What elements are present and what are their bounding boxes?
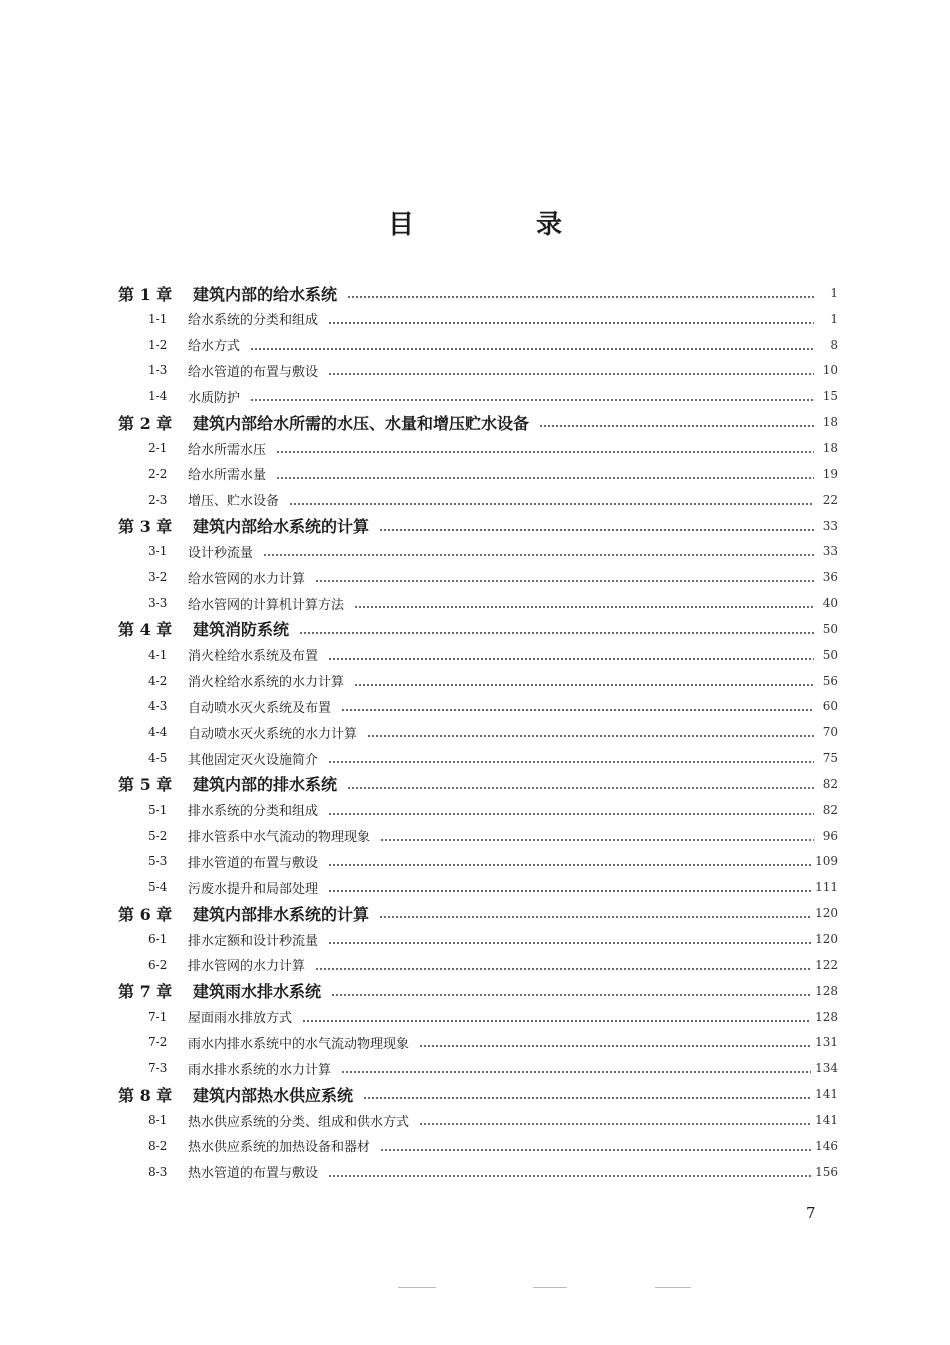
dot-leader	[328, 761, 814, 763]
toc-chapter-row	[118, 409, 838, 435]
toc-entry-title: 给水方式	[188, 339, 241, 355]
toc-entry-page: 18	[822, 441, 838, 456]
toc-entry-title: 自动喷水灭火系统的水力计算	[188, 726, 358, 742]
dot-leader	[276, 477, 814, 479]
toc-entry-page: 128	[815, 983, 838, 998]
toc-entry-page: 122	[815, 957, 838, 972]
toc-chapter-row	[118, 978, 838, 1004]
toc-section-row	[118, 926, 838, 952]
toc-entry-number: 3-3	[148, 596, 168, 611]
toc-section-row	[118, 823, 838, 849]
dot-leader	[419, 1045, 811, 1047]
dot-leader	[328, 813, 814, 815]
dot-leader	[289, 503, 814, 505]
toc-entry-page: 134	[815, 1061, 838, 1076]
toc-entry-number: 第 3 章	[118, 517, 173, 537]
toc-entry-number: 2-3	[148, 492, 168, 507]
dot-leader	[250, 399, 814, 401]
toc-entry-title: 排水管道的布置与敷设	[188, 855, 319, 871]
toc-entry-title: 建筑内部排水系统的计算	[193, 904, 370, 924]
toc-entry-page: 82	[822, 802, 838, 817]
toc-entry-page: 120	[815, 932, 838, 947]
toc-section-row	[118, 719, 838, 745]
dot-leader	[328, 1175, 811, 1177]
toc-entry-page: 56	[822, 673, 838, 688]
toc-entry-number: 4-5	[148, 751, 168, 766]
toc-entry-number: 4-2	[148, 673, 168, 688]
toc-entry-page: 22	[822, 492, 838, 507]
toc-section-row	[118, 1159, 838, 1185]
toc-section-row	[118, 797, 838, 823]
toc-section-row	[118, 564, 838, 590]
dot-leader	[328, 322, 814, 324]
toc-section-row	[118, 694, 838, 720]
toc-section-row	[118, 487, 838, 513]
dot-leader	[328, 373, 814, 375]
toc-entry-page: 70	[822, 725, 838, 740]
scan-noise	[655, 1287, 691, 1288]
toc-entry-number: 3-2	[148, 570, 168, 585]
toc-entry-number: 5-1	[148, 802, 168, 817]
dot-leader	[341, 709, 814, 711]
dot-leader	[331, 994, 811, 996]
dot-leader	[341, 1071, 811, 1073]
dot-leader	[419, 1123, 811, 1125]
toc-section-row	[118, 874, 838, 900]
toc-entry-title: 热水供应系统的加热设备和器材	[188, 1140, 371, 1156]
toc-section-row	[118, 383, 838, 409]
toc-entry-number: 3-1	[148, 544, 168, 559]
toc-entry-page: 141	[815, 1113, 838, 1128]
toc-entry-page: 109	[815, 854, 838, 869]
toc-entry-number: 1-3	[148, 363, 168, 378]
dot-leader	[328, 942, 811, 944]
toc-chapter-row	[118, 771, 838, 797]
toc-entry-title: 屋面雨水排放方式	[188, 1011, 293, 1027]
toc-entry-number: 第 4 章	[118, 620, 173, 640]
toc-entry-page: 75	[822, 751, 838, 766]
toc-entry-title: 给水所需水压	[188, 442, 267, 458]
toc-entry-number: 第 6 章	[118, 904, 173, 924]
toc-section-row	[118, 849, 838, 875]
scan-noise	[398, 1287, 436, 1288]
toc-entry-number: 6-1	[148, 932, 168, 947]
toc-entry-number: 2-1	[148, 441, 168, 456]
dot-leader	[328, 658, 814, 660]
toc-entry-title: 排水管系中水气流动的物理现象	[188, 830, 371, 846]
dot-leader	[379, 529, 814, 531]
toc-entry-title: 增压、贮水设备	[188, 494, 280, 510]
toc-chapter-row	[118, 1081, 838, 1107]
toc-section-row	[118, 590, 838, 616]
toc-entry-page: 36	[822, 570, 838, 585]
toc-entry-page: 111	[815, 880, 838, 895]
toc-entry-page: 8	[830, 337, 838, 352]
toc-entry-title: 给水所需水量	[188, 468, 267, 484]
toc-section-row	[118, 1055, 838, 1081]
toc-section-row	[118, 952, 838, 978]
toc-entry-page: 1	[830, 286, 838, 300]
dot-leader	[250, 348, 814, 350]
toc-entry-number: 7-1	[148, 1009, 168, 1024]
toc-entry-number: 8-2	[148, 1138, 168, 1153]
toc-entry-title: 消火栓给水系统的水力计算	[188, 675, 345, 691]
dot-leader	[315, 580, 814, 582]
toc-entry-title: 给水系统的分类和组成	[188, 313, 319, 329]
toc-entry-number: 第 1 章	[118, 284, 173, 304]
toc-entry-number: 5-4	[148, 880, 168, 895]
toc-entry-title: 建筑雨水排水系统	[193, 982, 322, 1002]
toc-section-row	[118, 461, 838, 487]
toc-entry-page: 18	[822, 415, 838, 430]
dot-leader	[328, 864, 811, 866]
dot-leader	[367, 735, 814, 737]
toc-chapter-row	[118, 616, 838, 642]
dot-leader	[380, 1149, 811, 1151]
dot-leader	[347, 787, 814, 789]
toc-entry-title: 污废水提升和局部处理	[188, 881, 319, 897]
toc-section-row	[118, 1133, 838, 1159]
toc-entry-number: 4-3	[148, 699, 168, 714]
toc-entry-number: 5-3	[148, 854, 168, 869]
toc-entry-title: 热水供应系统的分类、组成和供水方式	[188, 1114, 410, 1130]
dot-leader	[380, 839, 814, 841]
toc-entry-title: 建筑消防系统	[193, 620, 290, 640]
toc-entry-page: 60	[822, 699, 838, 714]
toc-entry-page: 40	[822, 596, 838, 611]
toc-entry-page: 50	[822, 621, 838, 636]
toc-section-row	[118, 668, 838, 694]
page-title: 目 录	[387, 210, 610, 240]
toc-entry-number: 第 8 章	[118, 1085, 173, 1105]
toc-entry-number: 1-2	[148, 337, 168, 352]
toc-entry-number: 5-2	[148, 828, 168, 843]
dot-leader	[379, 916, 811, 918]
toc-entry-title: 雨水内排水系统中的水气流动物理现象	[188, 1036, 410, 1052]
toc-section-row	[118, 1004, 838, 1030]
toc-entry-page: 10	[822, 363, 838, 378]
toc-entry-title: 建筑内部给水所需的水压、水量和增压贮水设备	[193, 413, 530, 433]
toc-entry-page: 1	[830, 311, 838, 326]
table-of-contents	[118, 280, 838, 1185]
toc-entry-page: 141	[815, 1087, 838, 1102]
toc-entry-page: 19	[822, 466, 838, 481]
toc-entry-title: 其他固定灭火设施简介	[188, 752, 319, 768]
toc-entry-number: 1-1	[148, 311, 168, 326]
toc-section-row	[118, 332, 838, 358]
toc-section-row	[118, 435, 838, 461]
toc-entry-page: 33	[822, 518, 838, 533]
toc-entry-title: 建筑内部的给水系统	[193, 284, 338, 304]
scan-noise	[533, 1287, 567, 1288]
toc-entry-title: 排水系统的分类和组成	[188, 804, 319, 820]
dot-leader	[328, 890, 811, 892]
toc-entry-number: 第 5 章	[118, 775, 173, 795]
toc-entry-title: 设计秒流量	[188, 545, 254, 561]
toc-entry-title: 排水管网的水力计算	[188, 959, 306, 975]
toc-entry-page: 82	[822, 776, 838, 791]
toc-entry-title: 自动喷水灭火系统及布置	[188, 700, 332, 716]
dot-leader	[539, 425, 814, 427]
toc-entry-title: 建筑内部的排水系统	[193, 775, 338, 795]
toc-entry-title: 建筑内部热水供应系统	[193, 1085, 354, 1105]
dot-leader	[276, 451, 814, 453]
toc-entry-number: 6-2	[148, 957, 168, 972]
toc-entry-page: 131	[815, 1035, 838, 1050]
toc-entry-number: 7-2	[148, 1035, 168, 1050]
toc-entry-page: 15	[822, 389, 838, 404]
toc-chapter-row	[118, 513, 838, 539]
dot-leader	[354, 684, 814, 686]
toc-entry-title: 消火栓给水系统及布置	[188, 649, 319, 665]
toc-entry-title: 热水管道的布置与敷设	[188, 1166, 319, 1182]
toc-entry-page: 96	[822, 828, 838, 843]
toc-entry-title: 水质防护	[188, 390, 241, 406]
toc-entry-page: 128	[815, 1009, 838, 1024]
toc-chapter-row	[118, 900, 838, 926]
dot-leader	[354, 606, 814, 608]
toc-section-row	[118, 539, 838, 565]
toc-chapter-row	[118, 280, 838, 306]
dot-leader	[347, 296, 814, 298]
toc-entry-page: 156	[815, 1164, 838, 1179]
toc-section-row	[118, 745, 838, 771]
toc-entry-page: 50	[822, 647, 838, 662]
toc-entry-number: 第 7 章	[118, 982, 173, 1002]
toc-entry-number: 7-3	[148, 1061, 168, 1076]
toc-entry-page: 33	[822, 544, 838, 559]
toc-section-row	[118, 306, 838, 332]
toc-entry-number: 8-1	[148, 1113, 168, 1128]
toc-section-row	[118, 358, 838, 384]
toc-entry-page: 120	[815, 906, 838, 921]
toc-entry-number: 4-1	[148, 647, 168, 662]
toc-entry-title: 排水定额和设计秒流量	[188, 933, 319, 949]
toc-entry-title: 建筑内部给水系统的计算	[193, 517, 370, 537]
page-number: 7	[806, 1204, 816, 1222]
toc-section-row	[118, 642, 838, 668]
dot-leader	[315, 968, 811, 970]
toc-entry-number: 1-4	[148, 389, 168, 404]
dot-leader	[299, 632, 814, 634]
toc-entry-title: 给水管网的水力计算	[188, 571, 306, 587]
toc-entry-number: 2-2	[148, 466, 168, 481]
toc-section-row	[118, 1030, 838, 1056]
toc-entry-number: 8-3	[148, 1164, 168, 1179]
dot-leader	[263, 554, 814, 556]
toc-entry-number: 第 2 章	[118, 413, 173, 433]
dot-leader	[363, 1097, 811, 1099]
dot-leader	[302, 1020, 811, 1022]
toc-entry-number: 4-4	[148, 725, 168, 740]
toc-entry-title: 给水管道的布置与敷设	[188, 364, 319, 380]
toc-section-row	[118, 1107, 838, 1133]
toc-entry-title: 雨水排水系统的水力计算	[188, 1062, 332, 1078]
toc-entry-title: 给水管网的计算机计算方法	[188, 597, 345, 613]
toc-entry-page: 146	[815, 1138, 838, 1153]
